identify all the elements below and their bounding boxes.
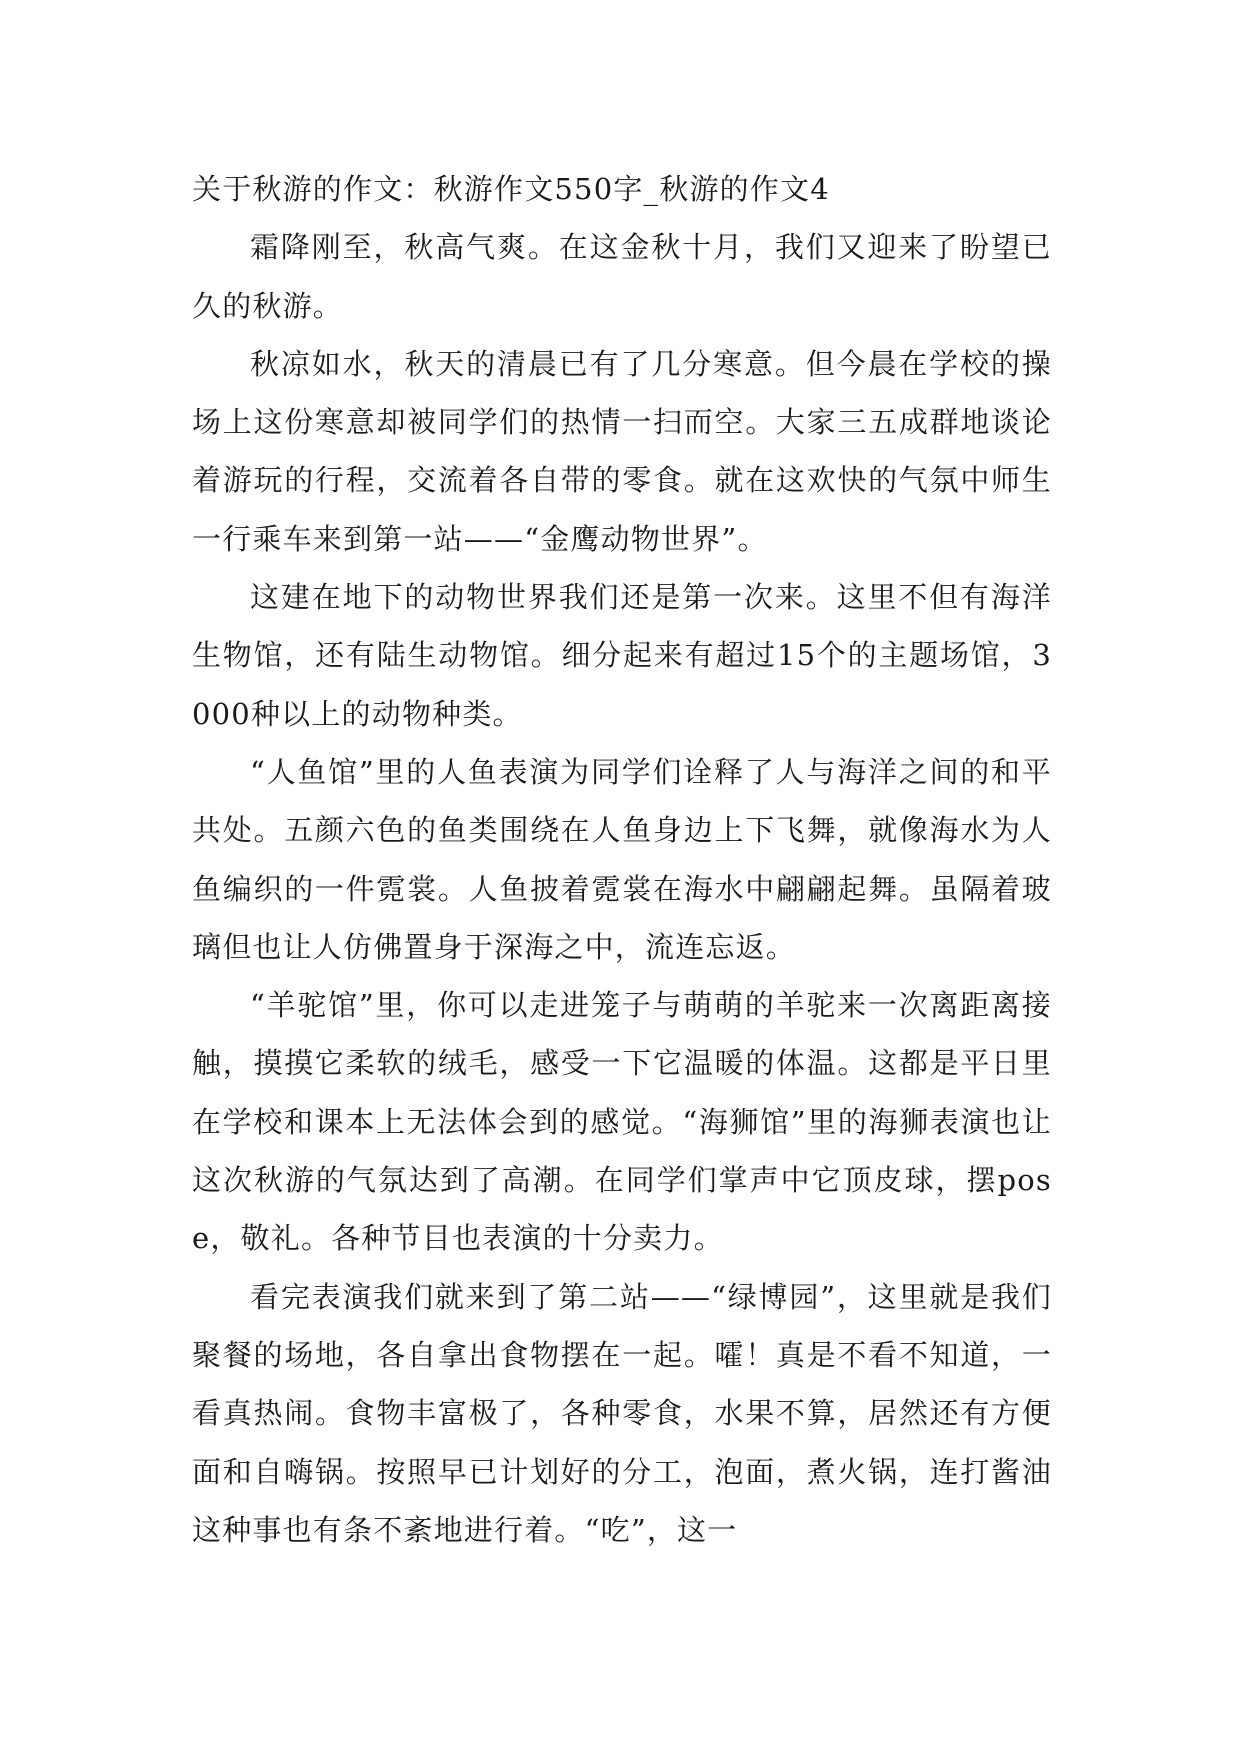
paragraph-6: 看完表演我们就来到了第二站——“绿博园”，这里就是我们聚餐的场地，各自拿出食物摆在一起。嚯！真是不看不知道，一看真热闹。食物丰富极了，各种零食，水果不算，居然还有方便面和自嗨锅。按照早已计划好的分工，泡面，煮火锅，连打酱油这种事也有条不紊地进行着。“吃”，这一	[192, 1279, 1052, 1547]
document-title: 关于秋游的作文：秋游作文550字_秋游的作文4	[192, 172, 830, 206]
document-body	[192, 160, 1052, 1559]
paragraph-1: 霜降刚至，秋高气爽。在这金秋十月，我们又迎来了盼望已久的秋游。	[192, 230, 1052, 323]
paragraph-4: “人鱼馆”里的人鱼表演为同学们诠释了人与海洋之间的和平共处。五颜六色的鱼类围绕在人鱼身边上下飞舞，就像海水为人鱼编织的一件霓裳。人鱼披着霓裳在海水中翩翩起舞。虽隔着玻璃但也让人仿佛置身于深海之中，流连忘返。	[192, 754, 1052, 964]
paragraph-3: 这建在地下的动物世界我们还是第一次来。这里不但有海洋生物馆，还有陆生动物馆。细分起来有超过15个的主题场馆，3000种以上的动物种类。	[192, 580, 1052, 731]
paragraph-5: “羊驼馆”里，你可以走进笼子与萌萌的羊驼来一次离距离接触，摸摸它柔软的绒毛，感受一下它温暖的体温。这都是平日里在学校和课本上无法体会到的感觉。“海狮馆”里的海狮表演也让这次秋游的气氛达到了高潮。在同学们掌声中它顶皮球，摆pose，敬礼。各种节目也表演的十分卖力。	[192, 988, 1052, 1256]
paragraph-2: 秋凉如水，秋天的清晨已有了几分寒意。但今晨在学校的操场上这份寒意却被同学们的热情一扫而空。大家三五成群地谈论着游玩的行程，交流着各自带的零食。就在这欢快的气氛中师生一行乘车来到第一站——“金鹰动物世界”。	[192, 346, 1052, 556]
